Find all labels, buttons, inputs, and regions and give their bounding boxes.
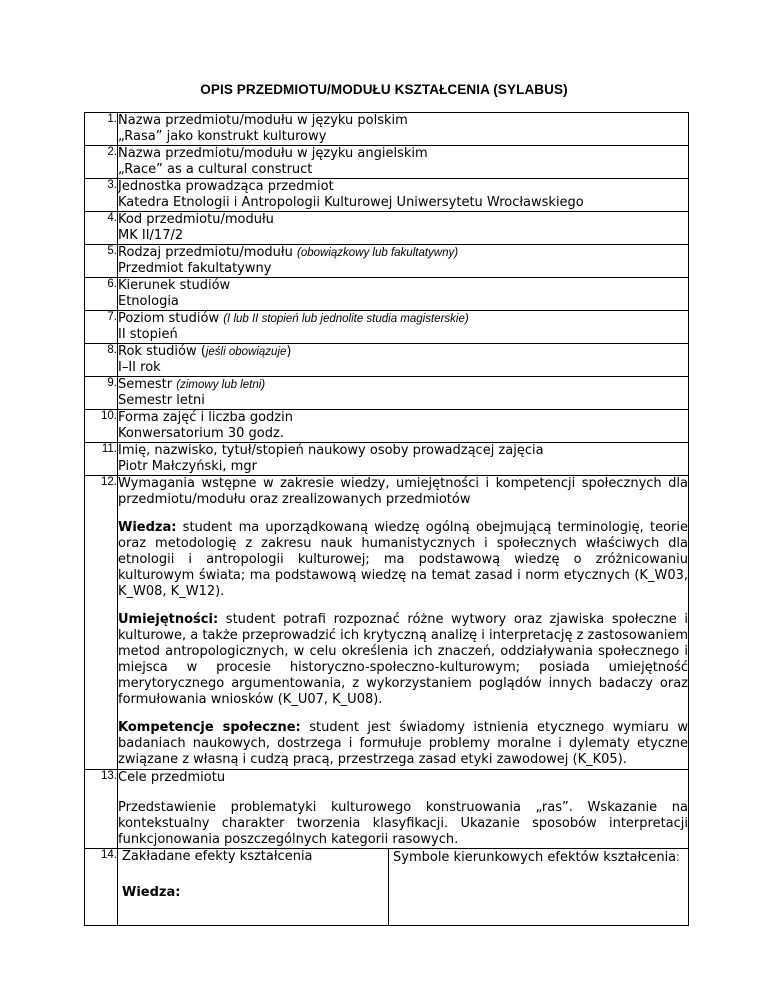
requirement-paragraph	[118, 520, 688, 600]
syllabus-row-8	[85, 344, 689, 377]
row-number: 6.	[85, 278, 118, 311]
syllabus-row-14	[85, 849, 689, 926]
row-heading-text: Imię, nazwisko, tytuł/stopień naukowy osoby prowadzącej zajęcia	[118, 443, 544, 458]
document-title: OPIS PRZEDMIOTU/MODUŁU KSZTAŁCENIA (SYLABUS)	[200, 82, 568, 97]
row-note: jeśli obowiązuje	[205, 346, 287, 358]
row-heading-text: Rodzaj przedmiotu/modułu	[118, 245, 293, 260]
row-heading	[118, 113, 688, 129]
row-content	[118, 245, 689, 278]
row-value: Przedmiot fakultatywny	[118, 261, 272, 276]
syllabus-row-3	[85, 179, 689, 212]
syllabus-row-13	[85, 770, 689, 849]
row-content	[118, 849, 689, 926]
requirement-text: student jest świadomy istnienia etycznego wymiaru w badaniach naukowych, dostrzega i formułuje problemy moralne i dylematy etyczne związane z własną i cudzą pracą, przestrzega zasad etyki zawodowej (K_K05).	[118, 720, 688, 767]
syllabus-row-11	[85, 443, 689, 476]
row-note: (obowiązkowy lub fakultatywny)	[297, 247, 459, 259]
row-content	[118, 443, 689, 476]
row-heading	[118, 443, 688, 459]
row-content	[118, 113, 689, 146]
syllabus-table	[84, 112, 689, 926]
row-value: Etnologia	[118, 294, 179, 309]
row-heading	[118, 344, 688, 360]
row-content	[118, 377, 689, 410]
outcome-symbols-colon: :	[676, 850, 680, 864]
row-content	[118, 410, 689, 443]
row-value: II stopień	[118, 327, 178, 342]
row-heading-text: Semestr	[118, 377, 173, 392]
syllabus-row-2	[85, 146, 689, 179]
row-number: 4.	[85, 212, 118, 245]
row-number: 12.	[85, 476, 118, 770]
syllabus-row-4	[85, 212, 689, 245]
row-heading-text: Forma zajęć i liczba godzin	[118, 410, 293, 425]
outcome-symbols-column	[388, 849, 688, 925]
row-content	[118, 278, 689, 311]
row-heading-text: Kierunek studiów	[118, 278, 231, 293]
requirement-text: student potrafi rozpoznać różne wytwory oraz zjawiska społeczne i kulturowe, a także przeprowadzić ich krytyczną analizę i interpretację z zastosowaniem metod antropologicznych, w celu określenia ich znaczeń, oddziaływania społecznego i miejsca w procesie historyczno-społeczno-kulturowym; posiada umiejętność merytorycznego argumentowania, z wykorzystaniem poglądów innych badaczy oraz formułowania wniosków (K_U07, K_U08).	[118, 612, 688, 707]
row-value: MK II/17/2	[118, 228, 184, 243]
row-heading-text: Rok studiów	[118, 344, 197, 359]
row-note: (I lub II stopień lub jednolite studia magisterskie)	[223, 313, 469, 325]
row-number: 1.	[85, 113, 118, 146]
syllabus-row-10	[85, 410, 689, 443]
row-number: 2.	[85, 146, 118, 179]
row-content	[118, 476, 689, 770]
requirement-label: Wiedza:	[118, 520, 177, 535]
row-number: 9.	[85, 377, 118, 410]
row-heading	[118, 410, 688, 426]
outcome-symbols-heading: Symbole kierunkowych efektów kształcenia	[393, 850, 677, 865]
row-number: 3.	[85, 179, 118, 212]
row-note-suffix: )	[286, 344, 292, 359]
row-content	[118, 344, 689, 377]
course-goals-text: Przedstawienie problematyki kulturowego konstruowania „ras”. Wskazanie na kontekstualny charakter tworzenia klasyfikacji. Ukazanie sposobów interpretacji funkcjonowania poszczególnych kategorii rasowych.	[118, 800, 688, 847]
row-heading	[118, 179, 688, 195]
row-content	[118, 311, 689, 344]
row-value: „Rasa” jako konstrukt kulturowy	[118, 129, 327, 144]
syllabus-row-6	[85, 278, 689, 311]
row-number: 8.	[85, 344, 118, 377]
row-heading	[118, 212, 688, 228]
requirement-label: Umiejętności:	[118, 612, 219, 627]
row-heading	[118, 377, 688, 393]
row-value: Katedra Etnologii i Antropologii Kulturowej Uniwersytetu Wrocławskiego	[118, 195, 584, 210]
row-number: 7.	[85, 311, 118, 344]
row-heading: Wymagania wstępne w zakresie wiedzy, umiejętności i kompetencji społecznych dla przedmiotu/modułu oraz zrealizowanych przedmiotów	[118, 476, 688, 507]
row-content	[118, 770, 689, 849]
row-number: 11.	[85, 443, 118, 476]
requirement-text: student ma uporządkowaną wiedzę ogólną obejmującą terminologię, teorie oraz metodologię z zakresu nauk humanistycznych i społecznych właściwych dla etnologii i antropologii kulturowej; ma podstawową wiedzę o zróżnicowaniu kulturowym świata; ma podstawową wiedzę na temat zasad i norm etycznych (K_W03, K_W08, K_W12).	[118, 520, 688, 599]
row-heading-text: Kod przedmiotu/modułu	[118, 212, 274, 227]
row-number: 14.	[85, 849, 118, 926]
row-heading	[118, 146, 688, 162]
row-number: 5.	[85, 245, 118, 278]
row-value: Piotr Małczyński, mgr	[118, 459, 257, 474]
row-heading	[118, 278, 688, 294]
row-note-prefix: (	[200, 344, 206, 359]
row-heading-text: Poziom studiów	[118, 311, 220, 326]
row-value: Konwersatorium 30 godz.	[118, 426, 284, 441]
row-value: I–II rok	[118, 360, 161, 375]
row-heading-text: Nazwa przedmiotu/modułu w języku polskim	[118, 113, 408, 128]
row-heading: Cele przedmiotu	[118, 770, 226, 785]
syllabus-row-7	[85, 311, 689, 344]
syllabus-row-9	[85, 377, 689, 410]
row-value: Semestr letni	[118, 393, 205, 408]
syllabus-row-5	[85, 245, 689, 278]
row-value: „Race” as a cultural construct	[118, 162, 313, 177]
row-heading	[118, 311, 688, 327]
row-number: 10.	[85, 410, 118, 443]
row-content	[118, 146, 689, 179]
row-heading-text: Nazwa przedmiotu/modułu w języku angielskim	[118, 146, 428, 161]
learning-outcomes-column	[122, 849, 388, 925]
requirement-label: Kompetencje społeczne:	[118, 720, 301, 735]
row-content	[118, 212, 689, 245]
row-number: 13.	[85, 770, 118, 849]
syllabus-row-12	[85, 476, 689, 770]
knowledge-label: Wiedza:	[122, 885, 181, 900]
requirement-paragraph	[118, 612, 688, 708]
row-content	[118, 179, 689, 212]
row-heading-text: Jednostka prowadząca przedmiot	[118, 179, 334, 194]
row-heading: Zakładane efekty kształcenia	[122, 849, 313, 864]
row-heading	[118, 245, 688, 261]
syllabus-row-1	[85, 113, 689, 146]
requirement-paragraph	[118, 720, 688, 768]
row-note: (zimowy lub letni)	[176, 379, 266, 391]
